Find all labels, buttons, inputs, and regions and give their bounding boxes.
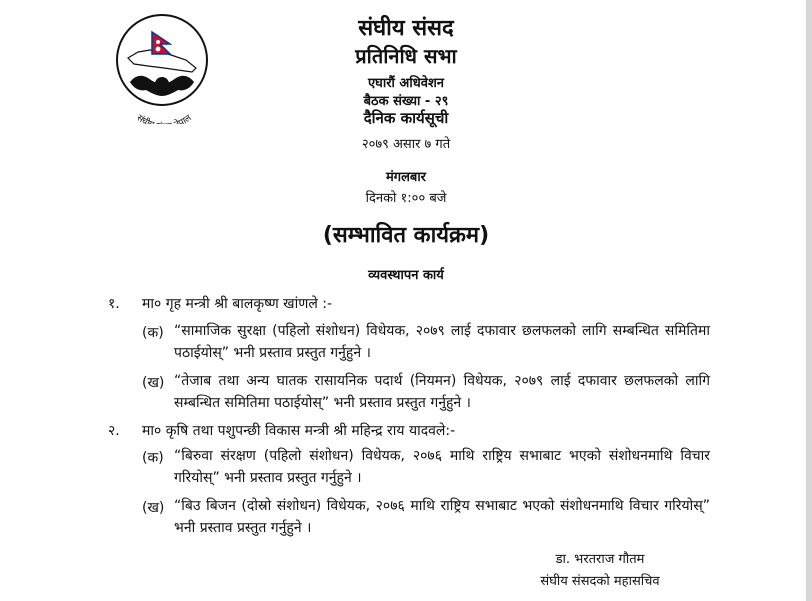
sub-item-label: (क) [142, 450, 164, 466]
logo-caption: संघी पाल [134, 113, 194, 124]
house-name: प्रतिनिधि सभा [355, 44, 457, 68]
agenda-title: दैनिक कार्यसूची [363, 109, 449, 127]
item-text: मा० गृह मन्त्री श्री बालकृष्ण खांणले :- [142, 296, 333, 312]
sub-item-label: (ख) [142, 375, 165, 391]
section-heading: व्यवस्थापन कार्य [368, 268, 444, 283]
time-label: दिनको १:०० बजे [365, 191, 447, 206]
item-text: मा० कृषि तथा पशुपन्छी विकास मन्त्री श्री महिन्द्र राय यादवले:- [142, 423, 456, 439]
sub-item-text: “तेजाब तथा अन्य घातक रासायनिक पदार्थ (नियमन) विधेयक, २०७९ लाई दफावार छलफलको लागि सम्बन्धित समितिमा पठाईयोस्” भनी प्रस्ताव प्रस्तुत गर्नुहुने । [174, 373, 710, 411]
date-label: २०७९ असार ७ गते [361, 137, 451, 152]
sub-item-text: “बिउ बिजन (दोस्रो संशोधन) विधेयक, २०७६ माथि राष्ट्रिय सभाबाट भएको संशोधनमाथि विचार गरियोस्” भनी प्रस्ताव प्रस्तुत गर्नुहुने । [174, 498, 710, 536]
session-label: एघारौं अधिवेशन [367, 76, 445, 91]
day-label: मंगलबार [385, 170, 426, 185]
document-title: संघीय संसद [358, 16, 454, 41]
signatory-name: डा. भरतराज गौतम [555, 552, 645, 567]
item-number: १. [108, 296, 120, 312]
sub-item-label: (ख) [142, 500, 165, 516]
program-heading: (सम्भावित कार्यक्रम) [322, 223, 490, 248]
sub-item-label: (क) [142, 325, 164, 341]
sub-item-text: “बिरुवा संरक्षण (पहिलो संशोधन) विधेयक, २०७६ माथि राष्ट्रिय सभाबाट भएको संशोधनमाथि विचार गरियोस्” भनी प्रस्ताव प्रस्तुत गर्नुहुने । [174, 448, 710, 486]
meeting-number: बैठक संख्या - २९ [363, 94, 449, 109]
signatory-designation: संघीय संसदको महासचिव [540, 574, 660, 589]
sub-item-text: “सामाजिक सुरक्षा (पहिलो संशोधन) विधेयक, २०७९ लाई दफावार छलफलको लागि सम्बन्धित समितिमा पठाईयोस्” भनी प्रस्ताव प्रस्तुत गर्नुहुने । [174, 323, 710, 361]
item-number: २. [108, 423, 120, 439]
